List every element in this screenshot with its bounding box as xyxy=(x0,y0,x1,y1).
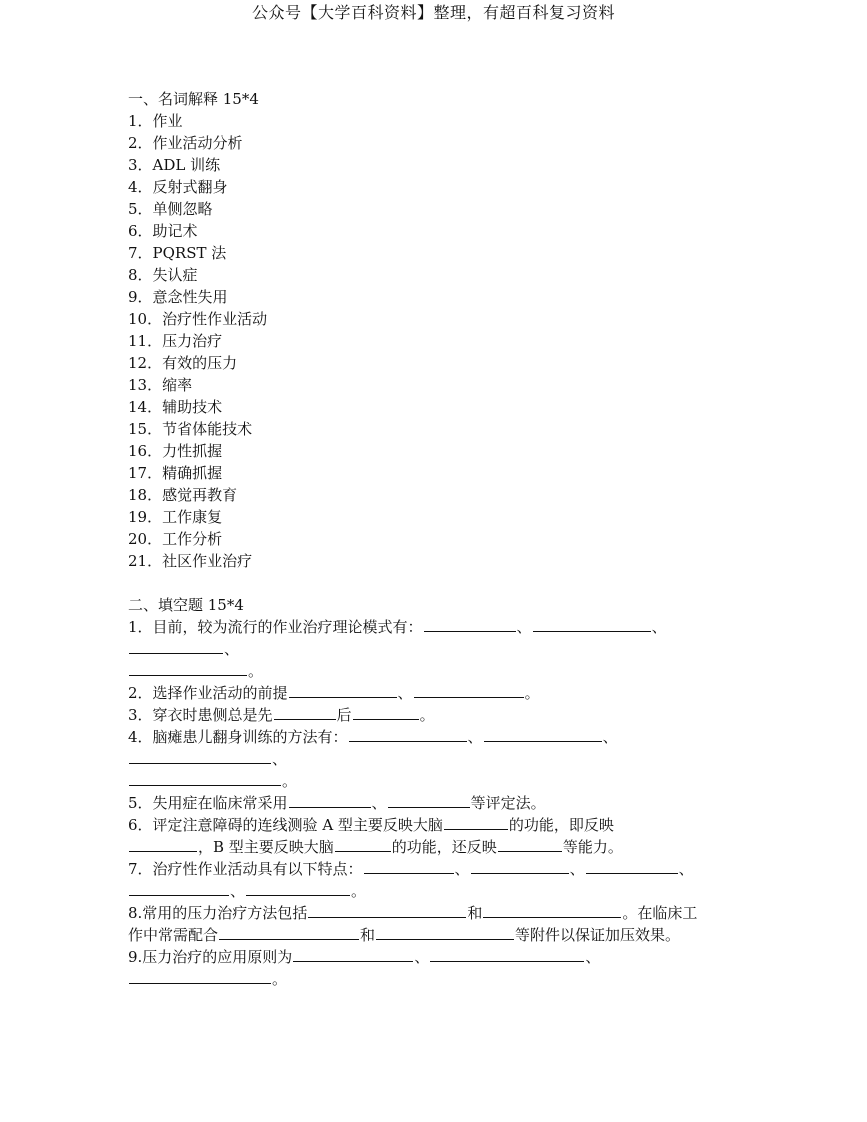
term-number: 5． xyxy=(128,200,153,218)
answer-blank[interactable] xyxy=(274,704,336,720)
question-7-cont: 、 。 xyxy=(128,880,768,902)
answer-blank[interactable] xyxy=(129,660,247,676)
term-number: 14． xyxy=(128,398,163,416)
term-number: 20． xyxy=(128,530,163,548)
question-2: 2．选择作业活动的前提 、 。 xyxy=(128,684,540,702)
term-number: 2． xyxy=(128,134,153,152)
term-item xyxy=(128,352,768,374)
term-number: 15． xyxy=(128,420,163,438)
answer-blank[interactable] xyxy=(414,682,524,698)
answer-blank[interactable] xyxy=(293,946,413,962)
term-text: PQRST 法 xyxy=(152,244,227,262)
answer-blank[interactable] xyxy=(483,902,621,918)
answer-blank[interactable] xyxy=(586,858,678,874)
answer-blank[interactable] xyxy=(430,946,584,962)
answer-blank[interactable] xyxy=(388,792,470,808)
term-number: 17． xyxy=(128,464,163,482)
term-text: 失认症 xyxy=(152,266,198,284)
section-heading: 二、填空题 15*4 xyxy=(128,596,244,614)
term-item xyxy=(128,308,768,330)
term-number: 4． xyxy=(128,178,153,196)
term-text: 有效的压力 xyxy=(162,354,238,372)
term-item xyxy=(128,528,768,550)
term-text: 助记术 xyxy=(152,222,198,240)
question-4: 4．脑瘫患儿翻身训练的方法有： 、 、 xyxy=(128,728,618,746)
answer-blank[interactable] xyxy=(129,770,281,786)
answer-blank[interactable] xyxy=(289,792,371,808)
question-1-cont: 、 xyxy=(128,638,768,660)
term-item xyxy=(128,462,768,484)
question-6: 6．评定注意障碍的连线测验 A 型主要反映大脑 的功能，即反映 xyxy=(128,816,614,834)
term-item xyxy=(128,374,768,396)
term-text: 工作康复 xyxy=(162,508,223,526)
term-text: 反射式翻身 xyxy=(152,178,228,196)
term-item xyxy=(128,220,768,242)
term-item xyxy=(128,154,768,176)
answer-blank[interactable] xyxy=(364,858,454,874)
term-number: 13． xyxy=(128,376,163,394)
term-item xyxy=(128,242,768,264)
question-8-cont: 作中常需配合 和 等附件以保证加压效果。 xyxy=(128,926,681,944)
answer-blank[interactable] xyxy=(246,880,350,896)
answer-blank[interactable] xyxy=(471,858,569,874)
term-number: 10． xyxy=(128,310,163,328)
term-number: 1． xyxy=(128,112,153,130)
question-7: 7．治疗性作业活动具有以下特点： 、 、 、 xyxy=(128,860,694,878)
term-number: 19． xyxy=(128,508,163,526)
answer-blank[interactable] xyxy=(129,836,197,852)
term-item xyxy=(128,132,768,154)
term-list xyxy=(128,110,768,572)
answer-blank[interactable] xyxy=(533,616,651,632)
term-text: 作业 xyxy=(152,112,183,130)
term-number: 9． xyxy=(128,288,153,306)
term-text: 治疗性作业活动 xyxy=(162,310,268,328)
question-8: 8.常用的压力治疗方法包括 和 。在临床工 xyxy=(128,904,698,922)
question-9-cont: 。 xyxy=(128,968,768,990)
term-text: 节省体能技术 xyxy=(162,420,253,438)
term-number: 12． xyxy=(128,354,163,372)
term-text: 社区作业治疗 xyxy=(162,552,253,570)
question-1-cont: 。 xyxy=(128,660,768,682)
answer-blank[interactable] xyxy=(129,638,223,654)
answer-blank[interactable] xyxy=(308,902,466,918)
term-text: 缩率 xyxy=(162,376,193,394)
section-heading: 一、名词解释 15*4 xyxy=(128,90,259,108)
answer-blank[interactable] xyxy=(289,682,397,698)
answer-blank[interactable] xyxy=(129,880,229,896)
term-item xyxy=(128,396,768,418)
term-text: 单侧忽略 xyxy=(152,200,213,218)
term-number: 21． xyxy=(128,552,163,570)
answer-blank[interactable] xyxy=(498,836,562,852)
term-item xyxy=(128,440,768,462)
term-item xyxy=(128,506,768,528)
answer-blank[interactable] xyxy=(335,836,391,852)
term-item xyxy=(128,264,768,286)
term-item xyxy=(128,484,768,506)
term-item xyxy=(128,550,768,572)
term-number: 3． xyxy=(128,156,153,174)
answer-blank[interactable] xyxy=(129,968,271,984)
term-item xyxy=(128,286,768,308)
question-6-cont: ，B 型主要反映大脑 的功能，还反映 等能力。 xyxy=(128,836,768,858)
question-5: 5．失用症在临床常采用 、 等评定法。 xyxy=(128,794,546,812)
answer-blank[interactable] xyxy=(219,924,359,940)
term-number: 11． xyxy=(128,332,163,350)
answer-blank[interactable] xyxy=(349,726,467,742)
question-4-cont: 。 xyxy=(128,770,768,792)
answer-blank[interactable] xyxy=(444,814,508,830)
term-text: 辅助技术 xyxy=(162,398,223,416)
question-3: 3．穿衣时患侧总是先 后 。 xyxy=(128,706,435,724)
term-number: 18． xyxy=(128,486,163,504)
term-text: 感觉再教育 xyxy=(162,486,238,504)
term-number: 7． xyxy=(128,244,153,262)
page-header: 公众号【大学百科资料】整理，有超百科复习资料 xyxy=(251,3,615,22)
term-text: 精确抓握 xyxy=(162,464,223,482)
answer-blank[interactable] xyxy=(353,704,419,720)
answer-blank[interactable] xyxy=(484,726,602,742)
term-text: 压力治疗 xyxy=(162,332,223,350)
term-number: 16． xyxy=(128,442,163,460)
answer-blank[interactable] xyxy=(376,924,514,940)
answer-blank[interactable] xyxy=(424,616,516,632)
term-item xyxy=(128,330,768,352)
term-number: 6． xyxy=(128,222,153,240)
term-text: ADL 训练 xyxy=(152,156,221,174)
term-text: 作业活动分析 xyxy=(152,134,243,152)
question-1: 1．目前，较为流行的作业治疗理论模式有： 、 、 xyxy=(128,618,667,636)
term-item xyxy=(128,110,768,132)
term-text: 意念性失用 xyxy=(152,288,228,306)
question-9: 9.压力治疗的应用原则为 、 、 xyxy=(128,948,601,966)
term-text: 力性抓握 xyxy=(162,442,223,460)
term-text: 工作分析 xyxy=(162,530,223,548)
document-body xyxy=(128,88,768,990)
question-4-cont: 、 xyxy=(128,748,768,770)
term-item xyxy=(128,418,768,440)
term-number: 8． xyxy=(128,266,153,284)
answer-blank[interactable] xyxy=(129,748,271,764)
term-item xyxy=(128,176,768,198)
term-item xyxy=(128,198,768,220)
